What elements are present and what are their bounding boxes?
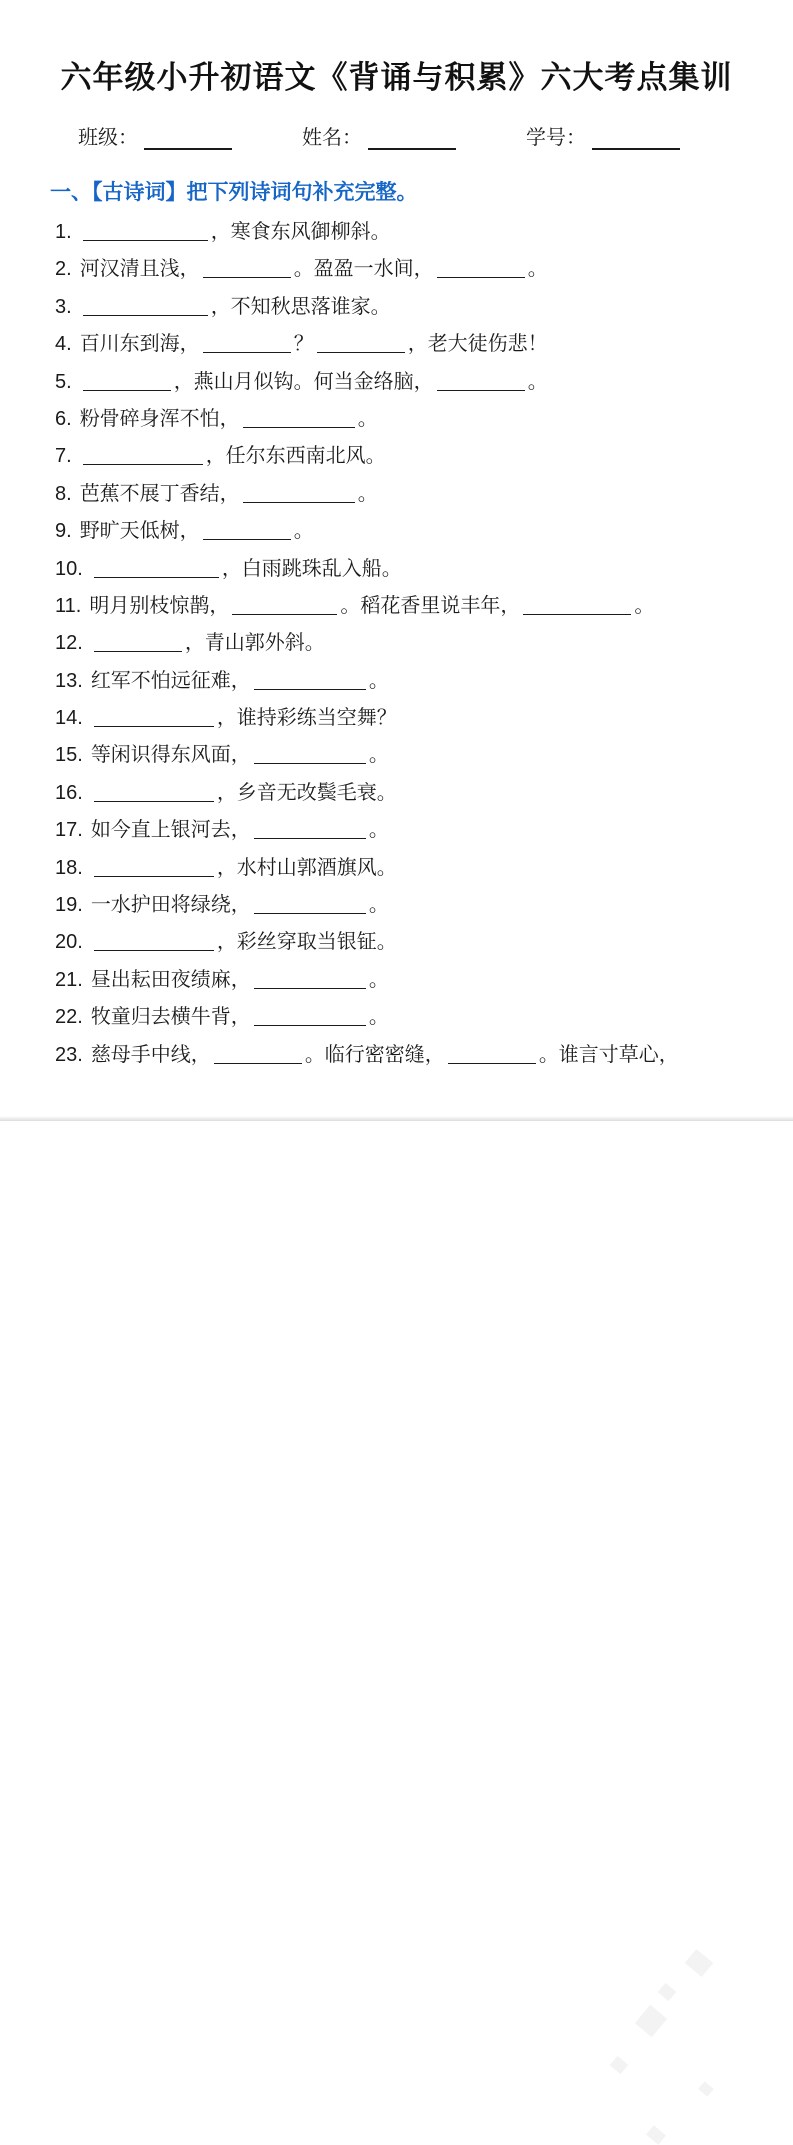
item-number: 9. <box>55 520 72 543</box>
worksheet-item <box>55 924 793 961</box>
item-text: 粉骨碎身浑不怕， <box>79 407 240 430</box>
worksheet-item <box>55 737 793 774</box>
item-number: 17. <box>55 819 83 842</box>
worksheet-item <box>55 438 793 475</box>
fill-in-blank <box>83 300 208 316</box>
item-text: 。 <box>368 1006 389 1029</box>
fill-in-blank <box>203 262 291 278</box>
worksheet-item <box>55 812 793 849</box>
page-title: 六年级小升初语文《背诵与积累》六大考点集训 <box>60 60 733 95</box>
item-number: 22. <box>55 1006 83 1029</box>
item-text: 昼出耘田夜绩麻， <box>90 968 251 991</box>
item-text: 。 <box>368 669 389 692</box>
item-text: 。 <box>293 520 314 543</box>
fill-in-blank <box>254 823 366 839</box>
fill-in-blank <box>94 861 214 877</box>
item-text: 芭蕉不展丁香结， <box>79 482 240 505</box>
item-text: 一水护田将绿绕， <box>90 894 251 917</box>
item-number: 8. <box>55 482 72 505</box>
worksheet-item <box>55 364 793 401</box>
worksheet-item <box>55 326 793 363</box>
item-text: 。 <box>368 894 389 917</box>
worksheet-item <box>55 887 793 924</box>
worksheet-item <box>55 625 793 662</box>
fill-in-blank <box>437 375 525 391</box>
fill-in-blank <box>83 225 208 241</box>
fill-in-blank <box>203 337 291 353</box>
fill-in-blank <box>94 786 214 802</box>
fill-in-blank <box>317 337 405 353</box>
item-text: ，乡音无改鬓毛衰。 <box>216 781 397 804</box>
item-text: 。谁言寸草心， <box>538 1043 679 1066</box>
worksheet-item <box>55 663 793 700</box>
worksheet-item <box>55 401 793 438</box>
name-field-blank <box>368 128 456 150</box>
student-id-field <box>526 121 680 150</box>
worksheet-item <box>55 251 793 288</box>
item-text: 。 <box>368 744 389 767</box>
fill-in-blank <box>203 524 291 540</box>
fill-in-blank <box>254 674 366 690</box>
item-text: ，寒食东风御柳斜。 <box>210 221 391 243</box>
item-number: 7. <box>55 445 72 468</box>
fill-in-blank <box>83 375 171 391</box>
item-number: 6. <box>55 407 72 430</box>
item-number: 16. <box>55 781 83 804</box>
worksheet-item <box>55 476 793 513</box>
fill-in-blank <box>243 412 355 428</box>
item-text: 。临行密密缝， <box>304 1043 445 1066</box>
item-text: 。 <box>368 819 389 842</box>
item-number: 14. <box>55 707 83 730</box>
item-text: ，老大徒伤悲！ <box>407 333 548 356</box>
item-number: 13. <box>55 669 83 692</box>
item-number: 15. <box>55 744 83 767</box>
fill-in-blank <box>437 262 525 278</box>
item-text: 河汉清且浅， <box>79 258 200 281</box>
item-text: 等闲识得东风面， <box>90 744 251 767</box>
worksheet-item <box>55 513 793 550</box>
student-info-row <box>0 121 793 150</box>
student-id-field-label: 学号： <box>526 127 586 149</box>
item-number: 19. <box>55 894 83 917</box>
worksheet-item <box>55 775 793 812</box>
class-field-blank <box>144 128 232 150</box>
item-text: ，白雨跳珠乱入船。 <box>221 557 402 580</box>
item-number: 4. <box>55 333 72 356</box>
item-text: 。 <box>527 370 548 393</box>
fill-in-blank <box>254 1010 366 1026</box>
item-number: 18. <box>55 856 83 879</box>
item-text: ？ <box>293 333 314 356</box>
student-id-field-blank <box>592 128 680 150</box>
item-text: ，水村山郭酒旗风。 <box>216 856 397 879</box>
fill-in-blank <box>523 599 631 615</box>
item-text: 。 <box>527 258 548 281</box>
fill-in-blank <box>232 599 337 615</box>
item-text: 百川东到海， <box>79 333 200 356</box>
item-number: 12. <box>55 632 83 655</box>
item-text: ，燕山月似钩。何当金络脑， <box>173 370 434 393</box>
worksheet-item <box>55 962 793 999</box>
item-number: 11. <box>55 594 82 617</box>
worksheet-item <box>55 289 793 326</box>
class-field <box>78 121 232 150</box>
item-text: ，不知秋思落谁家。 <box>210 295 391 318</box>
name-field-label: 姓名： <box>302 127 362 149</box>
item-text: ，彩丝穿取当银钲。 <box>216 931 397 954</box>
item-text: 如今直上银河去， <box>90 819 251 842</box>
item-number: 10. <box>55 557 83 580</box>
fill-in-blank <box>94 711 214 727</box>
worksheet-item <box>55 999 793 1036</box>
item-number: 3. <box>55 295 72 318</box>
fill-in-blank <box>94 935 214 951</box>
fill-in-blank <box>94 562 219 578</box>
item-text: 。盈盈一水间， <box>293 258 434 281</box>
item-text: 野旷天低树， <box>79 520 200 543</box>
worksheet-item <box>55 850 793 887</box>
item-text: ，青山郭外斜。 <box>184 632 325 655</box>
item-number: 2. <box>55 258 72 281</box>
item-text: 慈母手中线， <box>90 1043 211 1066</box>
worksheet-item <box>55 1037 793 1074</box>
page-bottom-edge <box>0 1116 793 1121</box>
item-number: 23. <box>55 1043 83 1066</box>
item-text: 红军不怕远征难， <box>90 669 251 692</box>
worksheet-item <box>55 214 793 251</box>
item-text: 。 <box>357 407 378 430</box>
items-list <box>0 214 793 1074</box>
item-number: 5. <box>55 370 72 393</box>
item-number: 1. <box>55 221 72 243</box>
item-text: 明月别枝惊鹊， <box>89 594 230 617</box>
item-number: 21. <box>55 968 83 991</box>
name-field <box>302 121 456 150</box>
fill-in-blank <box>94 636 182 652</box>
fill-in-blank <box>448 1048 536 1064</box>
item-text: ，任尔东西南北风。 <box>205 445 386 468</box>
item-text: 。 <box>357 482 378 505</box>
item-text: 。稻花香里说丰年， <box>340 594 521 617</box>
class-field-label: 班级： <box>78 127 138 149</box>
section-heading: 一、【古诗词】把下列诗词句补充完整。 <box>50 181 418 204</box>
item-text: 。 <box>368 968 389 991</box>
fill-in-blank <box>243 487 355 503</box>
fill-in-blank <box>254 898 366 914</box>
worksheet-item <box>55 551 793 588</box>
fill-in-blank <box>83 449 203 465</box>
item-number: 20. <box>55 931 83 954</box>
fill-in-blank <box>254 748 366 764</box>
worksheet-item <box>55 700 793 737</box>
item-text: 。 <box>634 594 655 617</box>
item-text: 牧童归去横牛背， <box>90 1006 251 1029</box>
item-text: ，谁持彩练当空舞？ <box>216 707 397 730</box>
fill-in-blank <box>254 973 366 989</box>
fill-in-blank <box>214 1048 302 1064</box>
worksheet-item <box>55 588 793 625</box>
